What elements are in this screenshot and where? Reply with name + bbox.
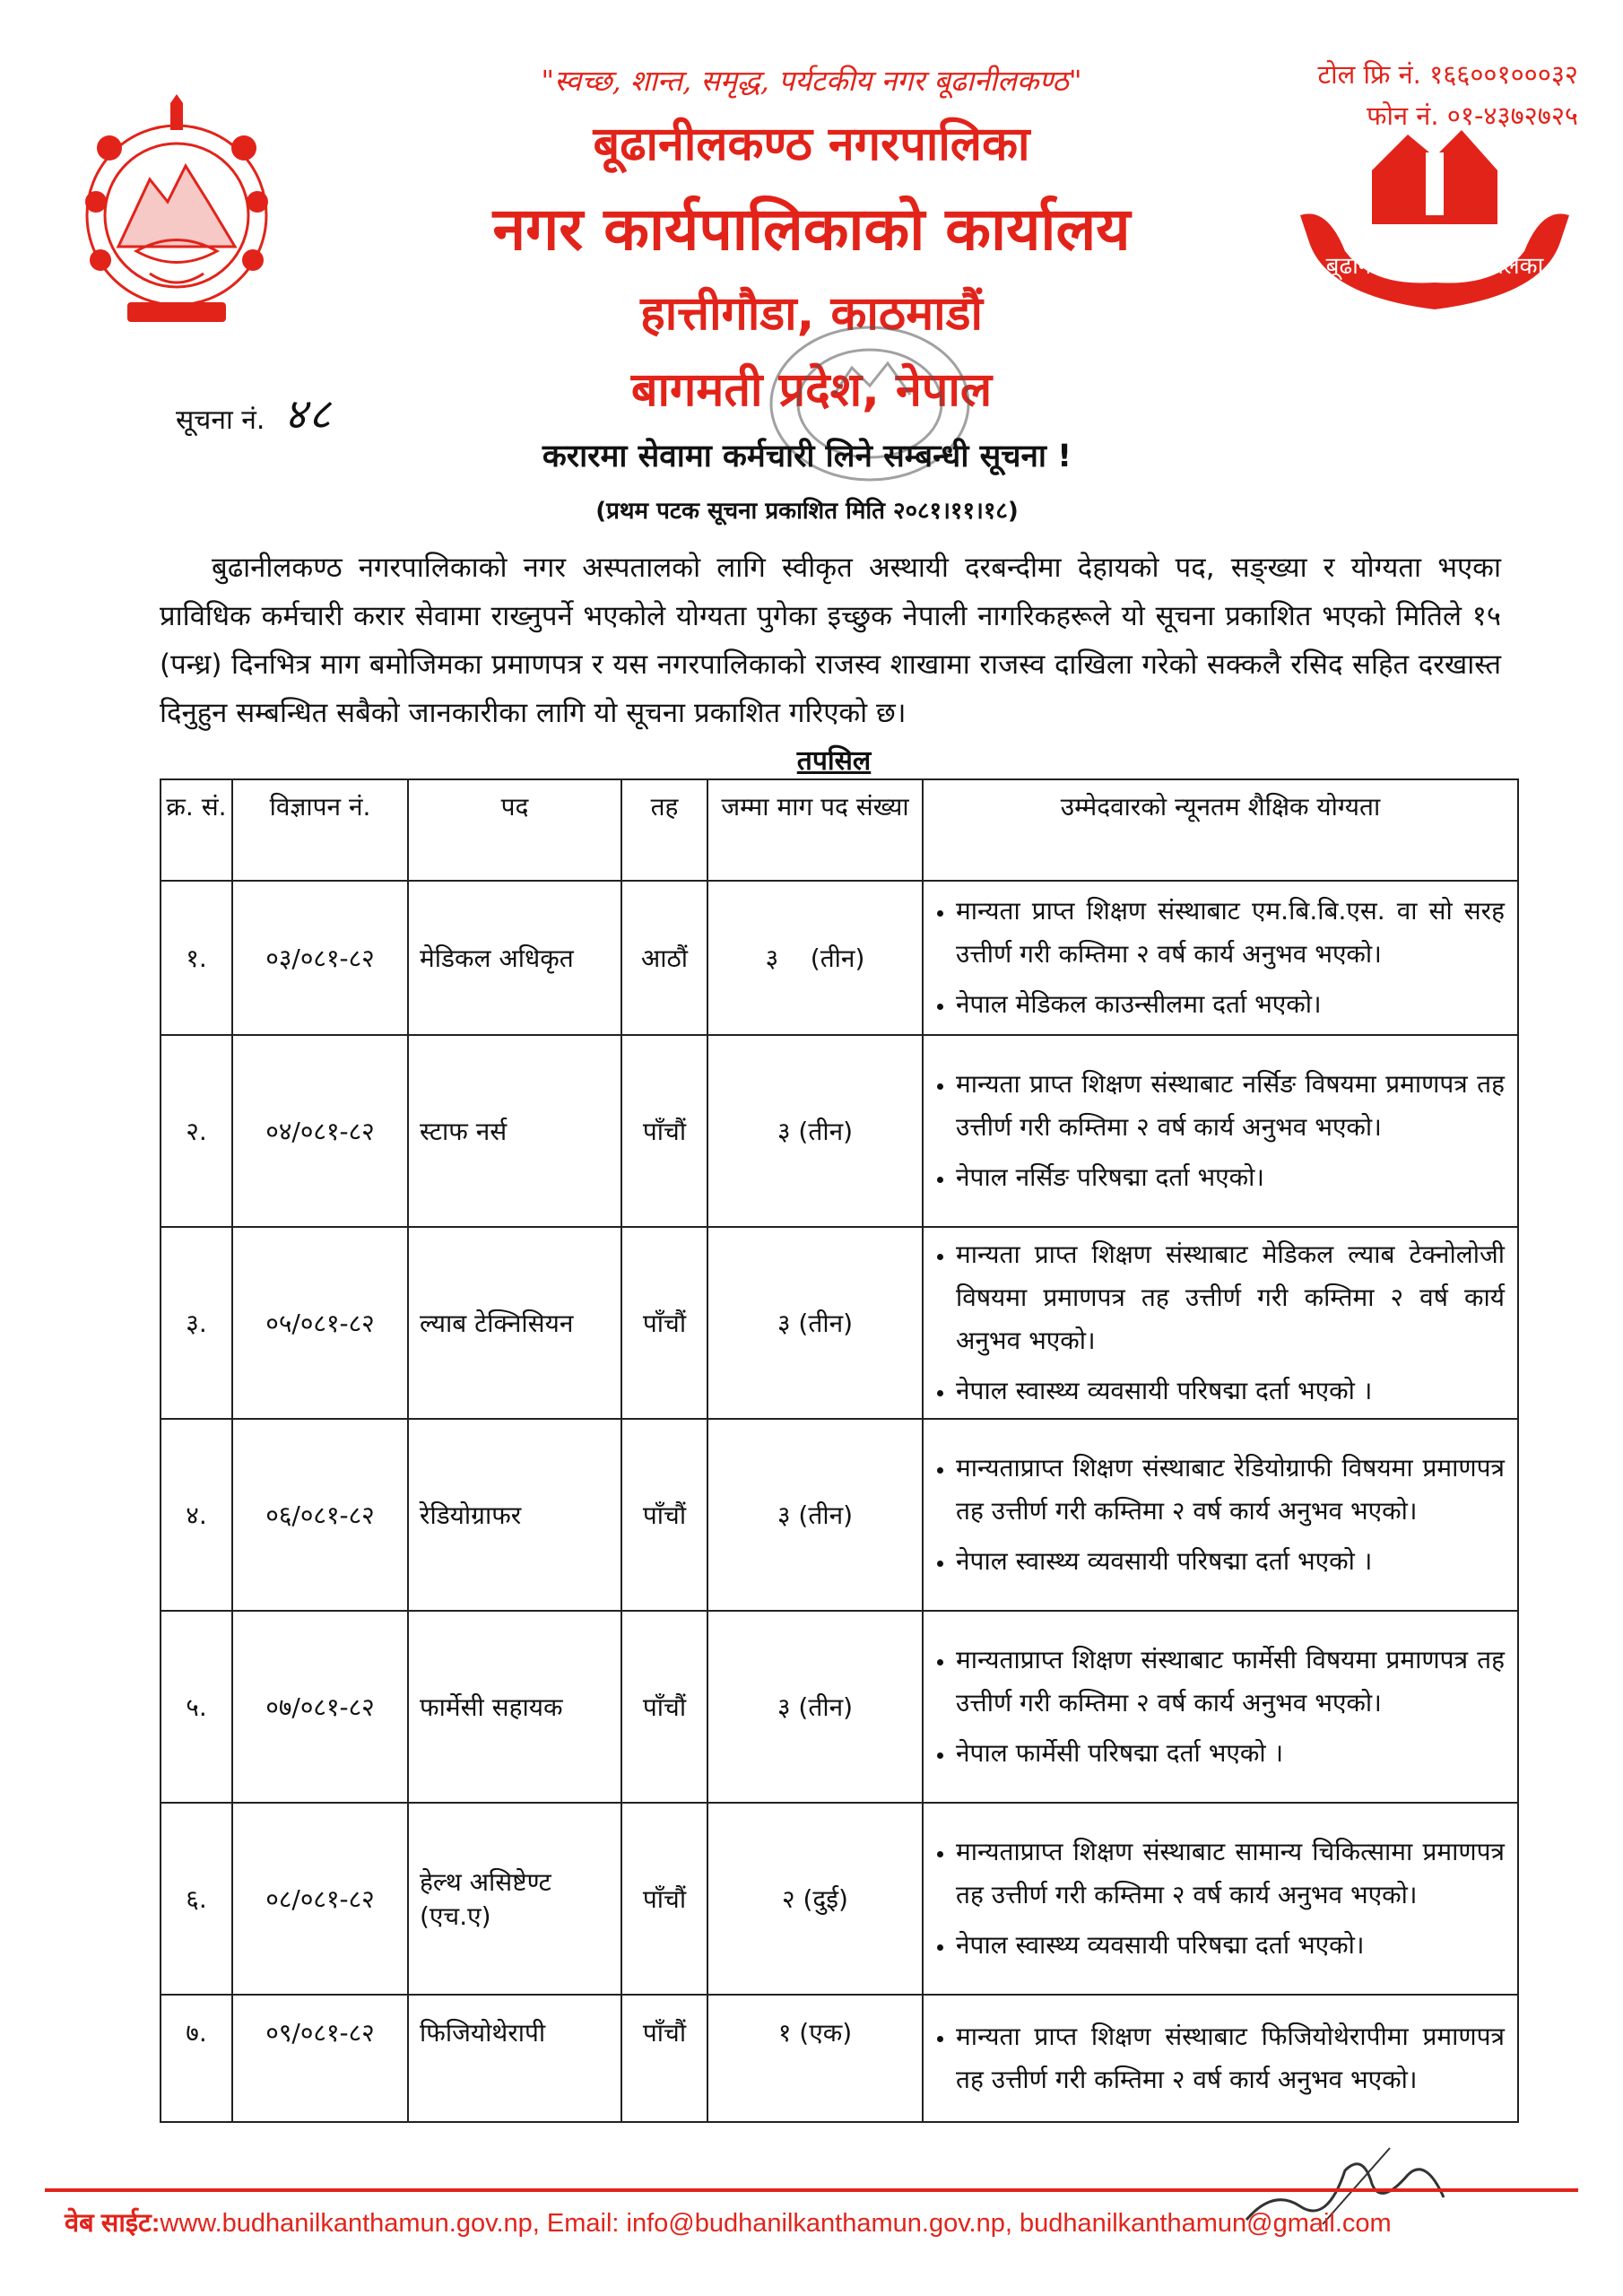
email-label: Email: <box>546 2209 620 2238</box>
table-row <box>161 1227 1518 1419</box>
cell-adv-no: ०५/०८१-८२ <box>232 1227 408 1419</box>
email-link[interactable]: info@budhanilkanthamun.gov.np <box>626 2209 1005 2238</box>
cell-level: पाँचौं <box>621 1419 707 1611</box>
cell-adv-no: ०४/०८१-८२ <box>232 1035 408 1227</box>
footer-contact: वेब साईट:www.budhanilkanthamun.gov.np, Email: info@budhanilkanthamun.gov.np, budhanilkanthamun@gmail.com <box>65 2209 1392 2238</box>
cell-sn: ७. <box>161 1995 232 2122</box>
motto: "स्वच्छ, शान्त, समृद्ध, पर्यटकीय नगर बूढानीलकण्ठ" <box>541 64 1082 98</box>
cell-qualification <box>923 1611 1518 1803</box>
province: बागमती प्रदेश, नेपाल <box>630 363 993 417</box>
logo-caption: बूढानीलकण्ठ नगरपालिका <box>1325 253 1544 280</box>
table-header-row <box>161 779 1518 881</box>
table-row <box>161 1419 1518 1611</box>
office-address: हात्तीगौडा, काठमाडौं <box>640 287 983 341</box>
cell-sn: ६. <box>161 1803 232 1995</box>
qualification-item: • मान्यताप्राप्त शिक्षण संस्थाबाट सामान्य चिकित्सामा प्रमाणपत्र तह उत्तीर्ण गरी कम्तिमा २ वर्ष कार्य अनुभव भएको। <box>956 1831 1505 1917</box>
qualification-item: • नेपाल नर्सिङ परिषद्मा दर्ता भएको। <box>956 1156 1505 1199</box>
qualification-item: • मान्यता प्राप्त शिक्षण संस्थाबाट नर्सिङ विषयमा प्रमाणपत्र तह उत्तीर्ण गरी कम्तिमा २ वर्ष कार्य अनुभव भएको। <box>956 1063 1505 1149</box>
cell-qualification <box>923 1227 1518 1419</box>
annex-title: तपसिल <box>796 745 872 777</box>
cell-sn: १. <box>161 881 232 1035</box>
cell-level: पाँचौं <box>621 1803 707 1995</box>
qualification-item: • मान्यता प्राप्त शिक्षण संस्थाबाट फिजियोथेरापीमा प्रमाणपत्र तह उत्तीर्ण गरी कम्तिमा २ वर्ष कार्य अनुभव भएको। <box>956 2015 1505 2101</box>
qualification-item: • नेपाल फार्मेसी परिषद्मा दर्ता भएको । <box>956 1732 1505 1775</box>
qualification-item: • नेपाल स्वास्थ्य व्यवसायी परिषद्मा दर्ता भएको । <box>956 1540 1505 1583</box>
cell-post: मेडिकल अधिकृत <box>408 881 621 1035</box>
municipality-logo-icon <box>1291 117 1578 323</box>
cell-qualification <box>923 881 1518 1035</box>
cell-adv-no: ०६/०८१-८२ <box>232 1419 408 1611</box>
nepal-emblem-logo-icon <box>74 94 280 336</box>
cell-count: २ (दुई) <box>707 1803 923 1995</box>
cell-sn: ३. <box>161 1227 232 1419</box>
table-row <box>161 881 1518 1035</box>
vacancy-table <box>160 778 1519 2123</box>
cell-count: १ (एक) <box>707 1995 923 2122</box>
cell-qualification <box>923 1419 1518 1611</box>
cell-level: पाँचौं <box>621 1035 707 1227</box>
qualification-item: • नेपाल स्वास्थ्य व्यवसायी परिषद्मा दर्ता भएको । <box>956 1370 1505 1413</box>
qualification-item: • मान्यताप्राप्त शिक्षण संस्थाबाट रेडियोग्राफी विषयमा प्रमाणपत्र तह उत्तीर्ण गरी कम्तिमा २ वर्ष कार्य अनुभव भएको। <box>956 1447 1505 1533</box>
website-label: वेब साईट: <box>65 2209 161 2238</box>
cell-post: हेल्थ असिष्टेण्ट (एच.ए) <box>408 1803 621 1995</box>
cell-sn: २. <box>161 1035 232 1227</box>
phone-number: फोन नं. ०१-४३७२७२५ <box>1367 100 1578 131</box>
gmail-link[interactable]: budhanilkanthamun@gmail.com <box>1019 2209 1392 2238</box>
header-sn: क्र. सं. <box>161 779 232 881</box>
cell-count: ३ (तीन) <box>707 881 923 1035</box>
cell-post: स्टाफ नर्स <box>408 1035 621 1227</box>
footer-divider <box>45 2188 1578 2192</box>
qualification-item: • मान्यता प्राप्त शिक्षण संस्थाबाट एम.बि.बि.एस. वा सो सरह उत्तीर्ण गरी कम्तिमा २ वर्ष कार्य अनुभव भएको। <box>956 890 1505 976</box>
cell-post: फिजियोथेरापी <box>408 1995 621 2122</box>
cell-count: ३ (तीन) <box>707 1227 923 1419</box>
qualification-item: • मान्यता प्राप्त शिक्षण संस्थाबाट मेडिकल ल्याब टेक्नोलोजी विषयमा प्रमाणपत्र तह उत्तीर्ण गरी कम्तिमा २ वर्ष कार्य अनुभव भएको। <box>956 1233 1505 1362</box>
cell-post: रेडियोग्राफर <box>408 1419 621 1611</box>
header-level: तह <box>621 779 707 881</box>
toll-free-number: टोल फ्रि नं. १६६००१०००३२ <box>1317 59 1578 90</box>
website-link[interactable]: www.budhanilkanthamun.gov.np <box>160 2209 533 2238</box>
cell-level: पाँचौं <box>621 1995 707 2122</box>
cell-qualification <box>923 1035 1518 1227</box>
cell-level: आठौं <box>621 881 707 1035</box>
notice-body: बुढानीलकण्ठ नगरपालिकाको नगर अस्पतालको लागि स्वीकृत अस्थायी दरबन्दीमा देहायको पद, सङ्ख्या र योग्यता भएका प्राविधिक कर्मचारी करार सेवामा राख्नुपर्ने भएकोले योग्यता पुगेका इच्छुक नेपाली नागरिकहरूले यो सूचना प्रकाशित भएको मितिले १५ (पन्ध्र) दिनभित्र माग बमोजिमका प्रमाणपत्र र यस नगरपालिकाको राजस्व शाखामा राजस्व दाखिला गरेको सक्कलै रसिद सहित दरखास्त दिनुहुन सम्बन्धित सबैको जानकारीका लागि यो सूचना प्रकाशित गरिएको छ। <box>160 552 1501 729</box>
header-qualification: उम्मेदवारको न्यूनतम शैक्षिक योग्यता <box>923 779 1518 881</box>
cell-adv-no: ०३/०८१-८२ <box>232 881 408 1035</box>
table-row <box>161 1803 1518 1995</box>
municipality-name: बूढानीलकण्ठ नगरपालिका <box>593 117 1030 171</box>
header-post: पद <box>408 779 621 881</box>
header-count: जम्मा माग पद संख्या <box>707 779 923 881</box>
table-row <box>161 1035 1518 1227</box>
qualification-item: • नेपाल मेडिकल काउन्सीलमा दर्ता भएको। <box>956 983 1505 1026</box>
notice-subject: करारमा सेवामा कर्मचारी लिने सम्बन्धी सूचना ! <box>542 439 1072 474</box>
cell-level: पाँचौं <box>621 1611 707 1803</box>
cell-qualification <box>923 1995 1518 2122</box>
qualification-item: • नेपाल स्वास्थ्य व्यवसायी परिषद्मा दर्ता भएको। <box>956 1924 1505 1967</box>
cell-count: ३ (तीन) <box>707 1035 923 1227</box>
notice-number-value: ४८ <box>284 389 333 439</box>
cell-adv-no: ०७/०८१-८२ <box>232 1611 408 1803</box>
cell-count: ३ (तीन) <box>707 1611 923 1803</box>
table-row <box>161 1611 1518 1803</box>
table-row <box>161 1995 1518 2122</box>
cell-post: ल्याब टेक्निसियन <box>408 1227 621 1419</box>
header-adv-no: विज्ञापन नं. <box>232 779 408 881</box>
cell-count: ३ (तीन) <box>707 1419 923 1611</box>
notice-number-label: सूचना नं. <box>176 404 265 436</box>
cell-adv-no: ०९/०८१-८२ <box>232 1995 408 2122</box>
cell-level: पाँचौं <box>621 1227 707 1419</box>
cell-adv-no: ०८/०८१-८२ <box>232 1803 408 1995</box>
qualification-item: • मान्यताप्राप्त शिक्षण संस्थाबाट फार्मेसी विषयमा प्रमाणपत्र तह उत्तीर्ण गरी कम्तिमा २ वर्ष कार्य अनुभव भएको। <box>956 1639 1505 1725</box>
publish-date: (प्रथम पटक सूचना प्रकाशित मिति २०८१।११।१८) <box>595 498 1019 525</box>
office-name: नगर कार्यपालिकाको कार्यालय <box>492 195 1131 264</box>
cell-post: फार्मेसी सहायक <box>408 1611 621 1803</box>
cell-sn: ५. <box>161 1611 232 1803</box>
cell-qualification <box>923 1803 1518 1995</box>
cell-sn: ४. <box>161 1419 232 1611</box>
